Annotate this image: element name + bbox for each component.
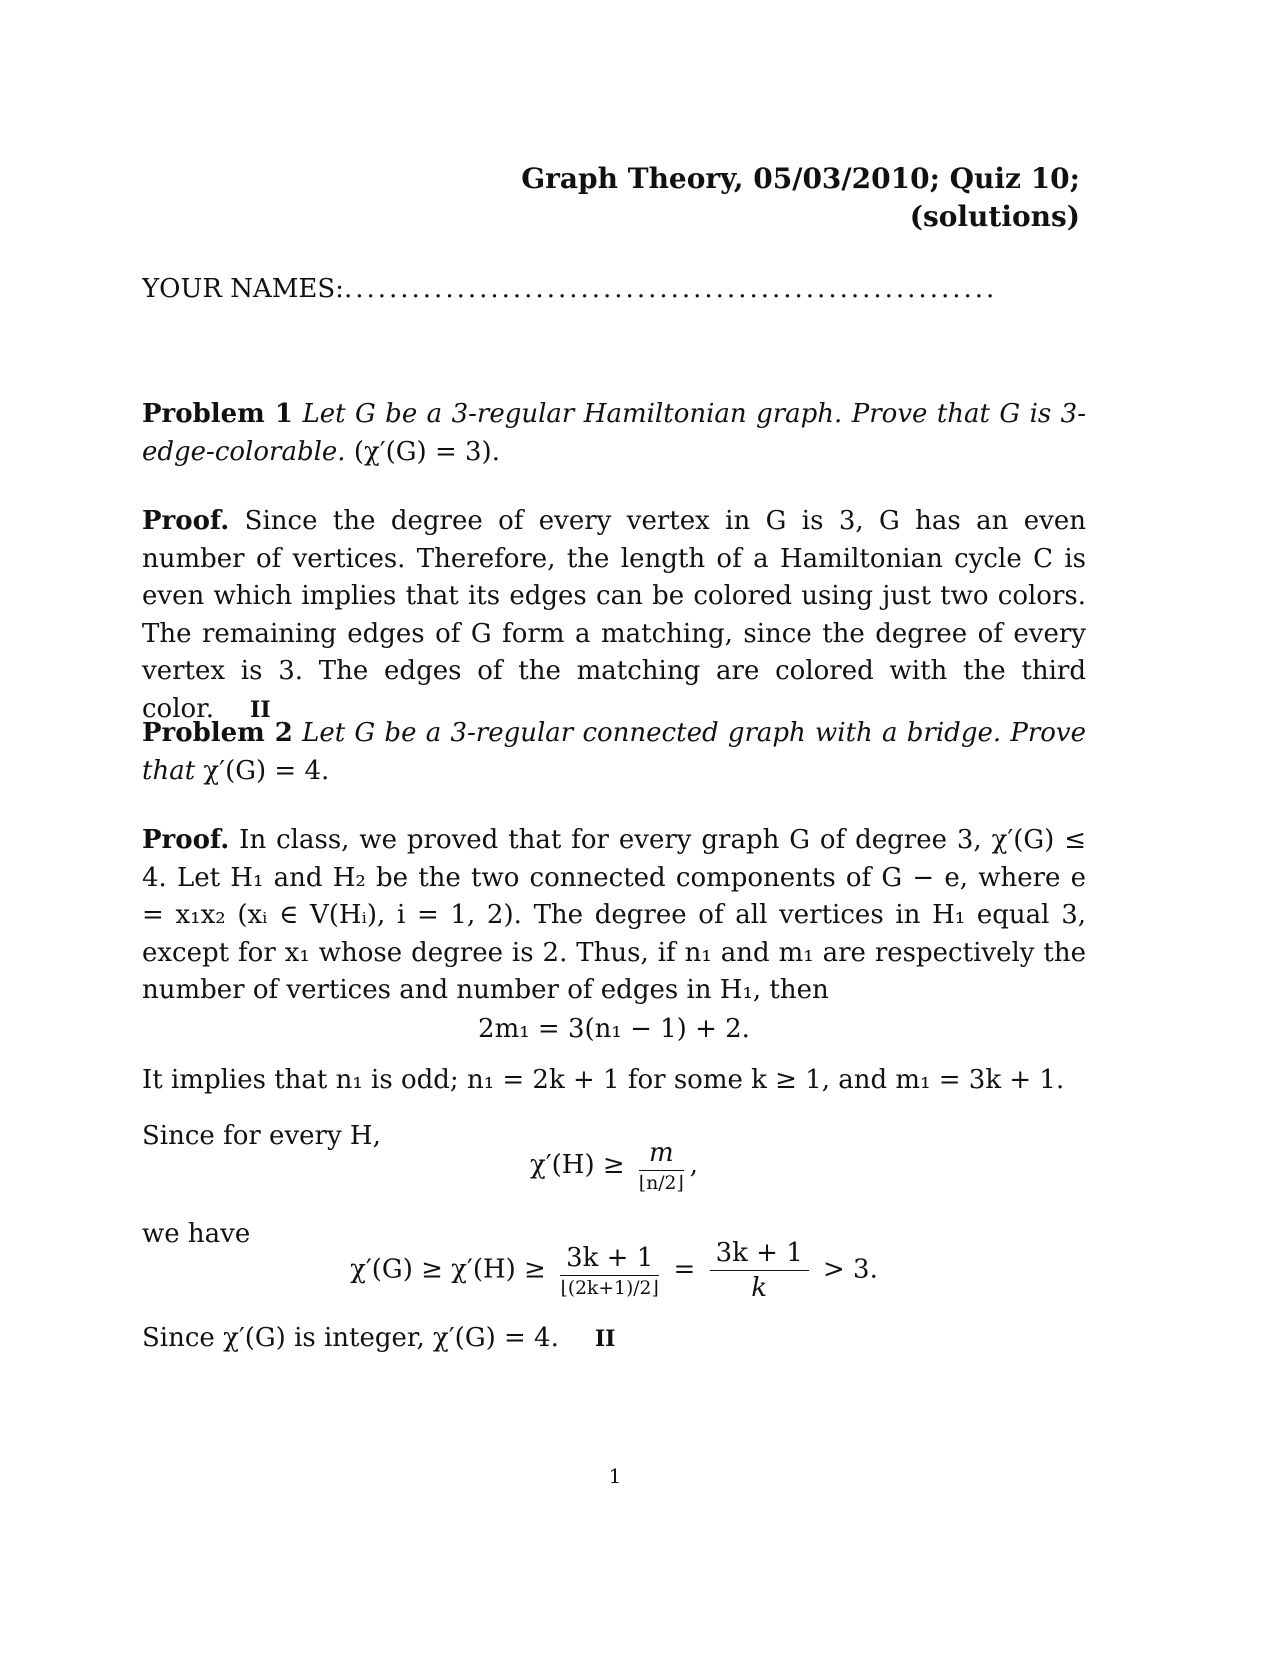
problem-2: [142, 715, 1086, 790]
eq3-denominator-1: ⌊(2k+1)/2⌋: [560, 1277, 659, 1299]
eq3-fraction-1: [560, 1243, 659, 1299]
problem-1-label: Problem 1: [142, 399, 294, 429]
proof-2-conclusion: [142, 1320, 1086, 1359]
proof-1-label: Proof.: [142, 506, 230, 536]
proof-2-label: Proof.: [142, 825, 230, 855]
problem-2-statement: Let G be a 3-regular connected graph with a bridge. Prove that: [142, 718, 1087, 786]
eq2-numerator: m: [639, 1138, 684, 1171]
problem-2-statement-tail: χ′(G) = 4.: [203, 755, 330, 786]
proof-1: [142, 503, 1086, 729]
eq3-lhs: χ′(G) ≥ χ′(H) ≥: [350, 1254, 546, 1285]
proof-2-text: In class, we proved that for every graph G of degree 3, χ′(G) ≤ 4. Let H₁ and H₂ be the two connected components of G − e, where e = x₁x₂ (xᵢ ∈ V(Hᵢ), i = 1, 2). The degree of all vertices in H₁ equal 3, except for x₁ whose degree is 2. Thus, if n₁ and m₁ are respectively the number of vertices and number of edges in H₁, then: [142, 825, 1087, 1005]
eq3-numerator-2: 3k + 1: [710, 1238, 809, 1271]
page-number: 1: [608, 1464, 622, 1488]
title-line-1: Graph Theory, 05/03/2010; Quiz 10;: [521, 162, 1080, 195]
problem-1-statement: Let G be a 3-regular Hamiltonian graph. Prove that G is 3-edge-colorable.: [142, 399, 1087, 467]
problem-1: [142, 396, 1086, 471]
proof-2-line-5: Since χ′(G) is integer, χ′(G) = 4.: [142, 1323, 559, 1353]
eq3-tail: > 3.: [823, 1254, 878, 1285]
proof-2: [142, 822, 1086, 1010]
problem-1-statement-tail: (χ′(G) = 3).: [353, 436, 500, 467]
proof-2-line-2: It implies that n₁ is odd; n₁ = 2k + 1 for some k ≥ 1, and m₁ = 3k + 1.: [142, 1065, 1065, 1095]
equation-chromatic-bound: [142, 1138, 1086, 1194]
equation-final-bound: [142, 1238, 1086, 1303]
eq3-numerator-1: 3k + 1: [560, 1243, 659, 1276]
eq2-fraction: [639, 1138, 684, 1194]
proof-2-line-3: Since for every H,: [142, 1121, 381, 1151]
title-line-2: (solutions): [909, 200, 1080, 233]
names-field: [142, 274, 1132, 304]
qed-mark-1: II: [250, 696, 271, 723]
names-label: YOUR NAMES:: [142, 274, 344, 304]
proof-1-text: Since the degree of every vertex in G is 3, G has an even number of vertices. Therefore, the length of a Hamiltonian cycle C is even which implies that its edges can be colored using just two colors. The remaining edges of G form a matching, since the degree of every vertex is 3. The edges of the matching are colored with the third color.: [142, 506, 1087, 724]
eq2-lhs: χ′(H) ≥: [529, 1150, 625, 1180]
eq2-tail: ,: [689, 1150, 699, 1180]
eq2-denominator: ⌊n/2⌋: [638, 1173, 684, 1194]
proof-2-line-4: we have: [142, 1219, 251, 1249]
eq3-fraction-2: [710, 1238, 809, 1303]
equation-edges-count: 2m₁ = 3(n₁ − 1) + 2.: [478, 1014, 750, 1044]
eq3-equals: =: [673, 1254, 696, 1285]
names-dots: ..........................................................: [343, 274, 998, 304]
eq3-denominator-2: k: [751, 1273, 768, 1303]
qed-mark-2: II: [594, 1326, 616, 1352]
problem-2-label: Problem 2: [142, 718, 293, 748]
quiz-title: [380, 160, 1080, 236]
